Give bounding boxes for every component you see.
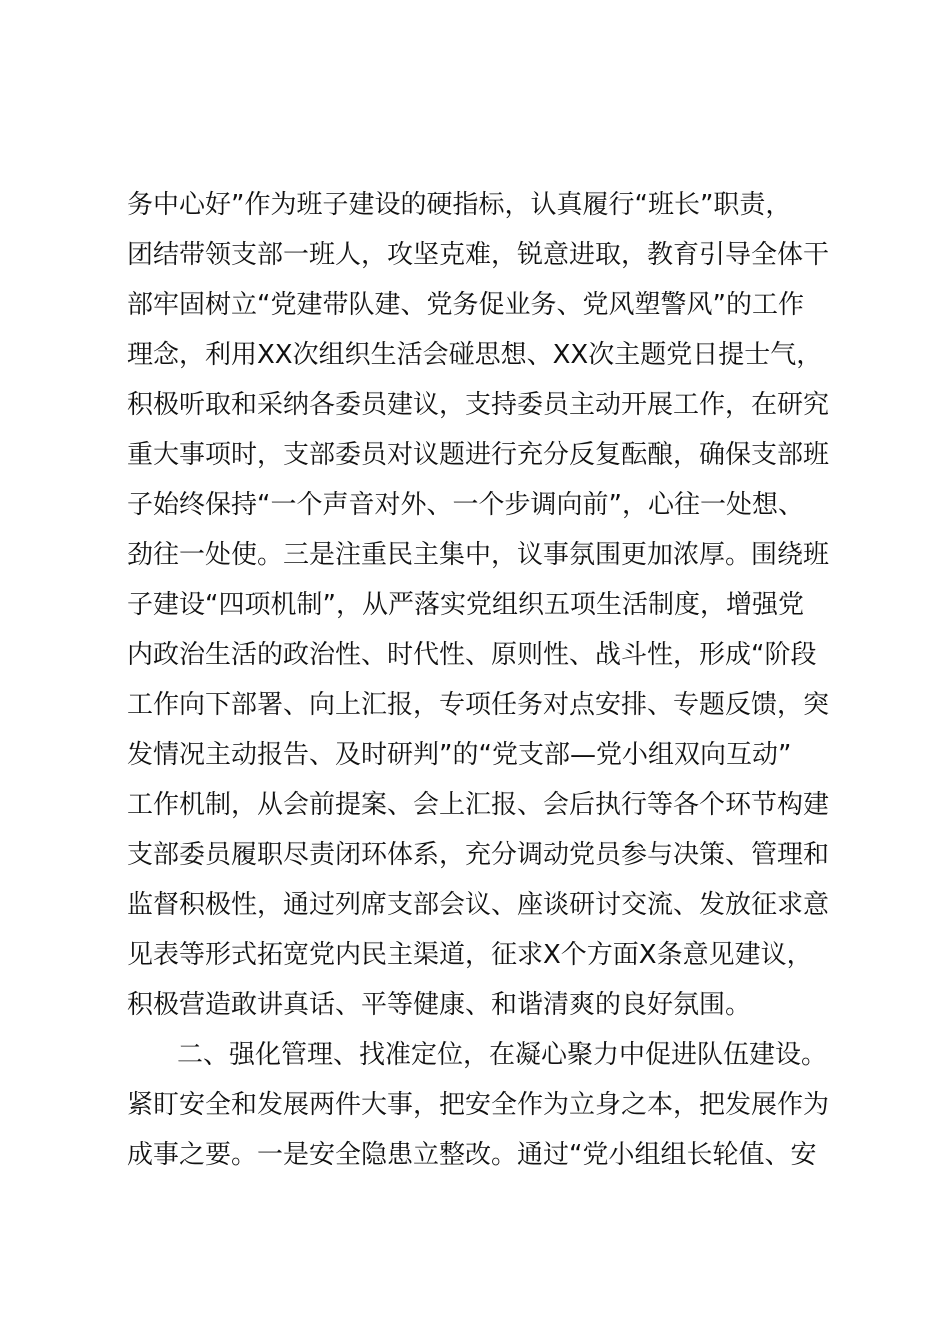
body-text	[127, 180, 837, 1180]
text-line: 理念，利用XX次组织生活会碰思想、XX次主题党日提士气，	[127, 340, 823, 370]
text-line: 成事之要。一是安全隐患立整改。通过“党小组组长轮值、安	[127, 1140, 817, 1170]
text-line: 子始终保持“一个声音对外、一个步调向前”，心往一处想、	[127, 490, 804, 520]
text-line: 劲往一处使。三是注重民主集中，议事氛围更加浓厚。围绕班	[127, 540, 830, 570]
text-line: 发情况主动报告、及时研判”的“党支部—党小组双向互动”	[127, 740, 792, 770]
text-line: 部牢固树立“党建带队建、党务促业务、党风塑警风”的工作	[127, 290, 804, 320]
text-line: 积极听取和采纳各委员建议，支持委员主动开展工作，在研究	[127, 390, 830, 420]
text-line: 监督积极性，通过列席支部会议、座谈研讨交流、发放征求意	[127, 890, 830, 920]
text-line: 紧盯安全和发展两件大事，把安全作为立身之本，把发展作为	[127, 1090, 830, 1120]
text-line: 子建设“四项机制”，从严落实党组织五项生活制度，增强党	[127, 590, 804, 620]
text-line: 支部委员履职尽责闭环体系，充分调动党员参与决策、管理和	[127, 840, 830, 870]
text-line: 见表等形式拓宽党内民主渠道，征求X个方面X条意见建议，	[127, 940, 813, 970]
text-line: 内政治生活的政治性、时代性、原则性、战斗性，形成“阶段	[127, 640, 817, 670]
text-line: 工作向下部署、向上汇报，专项任务对点安排、专题反馈，突	[127, 690, 830, 720]
section-heading-line: 二、强化管理、找准定位，在凝心聚力中促进队伍建设。	[177, 1040, 828, 1070]
text-line: 重大事项时，支部委员对议题进行充分反复酝酿，确保支部班	[127, 440, 830, 470]
text-line: 工作机制，从会前提案、会上汇报、会后执行等各个环节构建	[127, 790, 830, 820]
text-line: 积极营造敢讲真话、平等健康、和谐清爽的良好氛围。	[127, 990, 752, 1020]
text-line: 团结带领支部一班人，攻坚克难，锐意进取，教育引导全体干	[127, 240, 830, 270]
text-line: 务中心好”作为班子建设的硬指标，认真履行“班长”职责，	[127, 190, 792, 220]
